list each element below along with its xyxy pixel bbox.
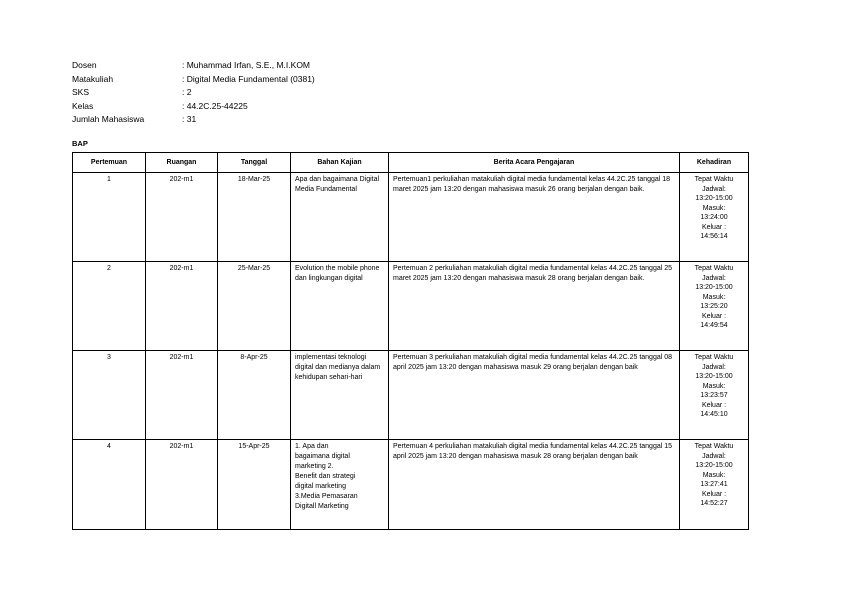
cell-ruangan: 202-m1 <box>146 351 218 440</box>
info-row-jumlah-mahasiswa <box>72 113 315 127</box>
cell-berita-acara: Pertemuan 3 perkuliahan matakuliah digital media fundamental kelas 44.2C.25 tanggal 08 april 2025 jam 13:20 dengan mahasiswa masuk 29 orang berjalan dengan baik <box>389 351 680 440</box>
kehadiran-keluar-label: Keluar : <box>701 401 727 409</box>
cell-tanggal: 15-Apr-25 <box>218 440 291 530</box>
info-value: : Muhammad Irfan, S.E., M.I.KOM <box>182 60 311 70</box>
info-label: Jumlah Mahasiswa <box>72 114 145 125</box>
kehadiran-masuk-label: Masuk: <box>702 382 726 390</box>
cell-berita-acara: Pertemuan1 perkuliahan matakuliah digital media fundamental kelas 44.2C.25 tanggal 18 maret 2025 jam 13:20 dengan mahasiswa masuk 26 orang berjalan dengan baik. <box>389 173 680 262</box>
kehadiran-jadwal-value: 13:20-15:00 <box>695 373 733 380</box>
kehadiran-status: Tepat Waktu <box>694 176 734 183</box>
cell-berita-acara: Pertemuan 2 perkuliahan matakuliah digital media fundamental kelas 44.2C.25 tanggal 25 maret 2025 jam 13:20 dengan mahasiswa masuk 28 orang berjalan dengan baik. <box>389 262 680 351</box>
bahan-line: 3.Media Pemasaran <box>295 493 358 500</box>
bahan-line: bagaimana digital <box>295 453 350 460</box>
bahan-line: Digitall Marketing <box>295 503 349 510</box>
header-pertemuan: Pertemuan <box>73 153 146 173</box>
cell-pertemuan: 4 <box>73 440 146 530</box>
cell-tanggal: 18-Mar-25 <box>218 173 291 262</box>
cell-kehadiran <box>680 440 749 530</box>
cell-bahan-kajian: Evolution the mobile phone dan lingkungan digital <box>291 262 389 351</box>
bahan-line: 1. Apa dan <box>295 443 329 450</box>
cell-bahan-kajian <box>291 440 389 530</box>
kehadiran-jadwal-value: 13:20-15:00 <box>695 195 733 202</box>
section-title: BAP <box>72 139 88 148</box>
kehadiran-keluar-value: 14:45:10 <box>700 411 728 418</box>
kehadiran-jadwal-label: Jadwal: <box>702 185 726 193</box>
bahan-line: Benefit dan strategi <box>295 473 356 480</box>
info-value: : 44.2C.25-44225 <box>182 100 248 111</box>
kehadiran-jadwal-value: 13:20-15:00 <box>695 462 733 469</box>
cell-pertemuan: 1 <box>73 173 146 262</box>
table-row <box>73 351 749 440</box>
kehadiran-jadwal-label: Jadwal: <box>702 274 726 282</box>
cell-kehadiran <box>680 262 749 351</box>
cell-tanggal: 25-Mar-25 <box>218 262 291 351</box>
kehadiran-masuk-label: Masuk: <box>702 293 726 301</box>
cell-bahan-kajian: implementasi teknologi digital dan medianya dalam kehidupan sehari-hari <box>291 351 389 440</box>
cell-tanggal: 8-Apr-25 <box>218 351 291 440</box>
info-label: Dosen <box>72 60 97 70</box>
info-label: Matakuliah <box>72 73 114 84</box>
kehadiran-jadwal-value: 13:20-15:00 <box>695 284 733 291</box>
kehadiran-masuk-label: Masuk: <box>702 204 726 212</box>
cell-bahan-kajian: Apa dan bagaimana Digital Media Fundamental <box>291 173 389 262</box>
info-label: Kelas <box>72 100 94 111</box>
kehadiran-keluar-label: Keluar : <box>701 223 727 231</box>
kehadiran-masuk-value: 13:23:57 <box>700 392 728 399</box>
kehadiran-masuk-value: 13:24:00 <box>700 214 728 221</box>
cell-pertemuan: 2 <box>73 262 146 351</box>
kehadiran-status: Tepat Waktu <box>694 354 734 361</box>
table-row <box>73 173 749 262</box>
table-row <box>73 440 749 530</box>
bahan-line: digital marketing <box>295 483 346 490</box>
kehadiran-keluar-value: 14:56:14 <box>700 233 728 240</box>
info-value: : 2 <box>182 87 192 98</box>
cell-ruangan: 202-m1 <box>146 262 218 351</box>
cell-kehadiran <box>680 173 749 262</box>
kehadiran-keluar-label: Keluar : <box>701 312 727 320</box>
info-row-kelas <box>72 100 315 114</box>
bahan-line: marketing 2. <box>295 463 334 470</box>
info-row-sks <box>72 86 315 100</box>
table-header-row <box>73 153 749 173</box>
kehadiran-jadwal-label: Jadwal: <box>702 452 726 460</box>
kehadiran-masuk-label: Masuk: <box>702 471 726 479</box>
course-info <box>72 59 315 127</box>
cell-ruangan: 202-m1 <box>146 440 218 530</box>
cell-pertemuan: 3 <box>73 351 146 440</box>
info-value: : Digital Media Fundamental (0381) <box>182 73 315 84</box>
cell-berita-acara: Pertemuan 4 perkuliahan matakuliah digital media fundamental kelas 44.2C.25 tanggal 15 april 2025 jam 13:20 dengan mahasiswa masuk 28 orang berjalan dengan baik <box>389 440 680 530</box>
header-bahan-kajian: Bahan Kajian <box>291 153 389 173</box>
header-berita-acara: Berita Acara Pengajaran <box>389 153 680 173</box>
cell-ruangan: 202-m1 <box>146 173 218 262</box>
kehadiran-status: Tepat Waktu <box>694 265 734 272</box>
kehadiran-keluar-value: 14:52:27 <box>700 500 728 507</box>
info-row-dosen <box>72 59 315 73</box>
bap-table <box>72 152 749 530</box>
info-value: : 31 <box>182 114 197 125</box>
table-row <box>73 262 749 351</box>
kehadiran-masuk-value: 13:27:41 <box>700 481 728 488</box>
header-kehadiran: Kehadiran <box>680 153 749 173</box>
kehadiran-jadwal-label: Jadwal: <box>702 363 726 371</box>
header-tanggal: Tanggal <box>218 153 291 173</box>
header-ruangan: Ruangan <box>146 153 218 173</box>
info-row-matakuliah <box>72 73 315 87</box>
kehadiran-status: Tepat Waktu <box>694 443 734 450</box>
kehadiran-masuk-value: 13:25:20 <box>700 303 728 310</box>
kehadiran-keluar-value: 14:49:54 <box>700 322 728 329</box>
info-label: SKS <box>72 87 90 98</box>
kehadiran-keluar-label: Keluar : <box>701 490 727 498</box>
cell-kehadiran <box>680 351 749 440</box>
